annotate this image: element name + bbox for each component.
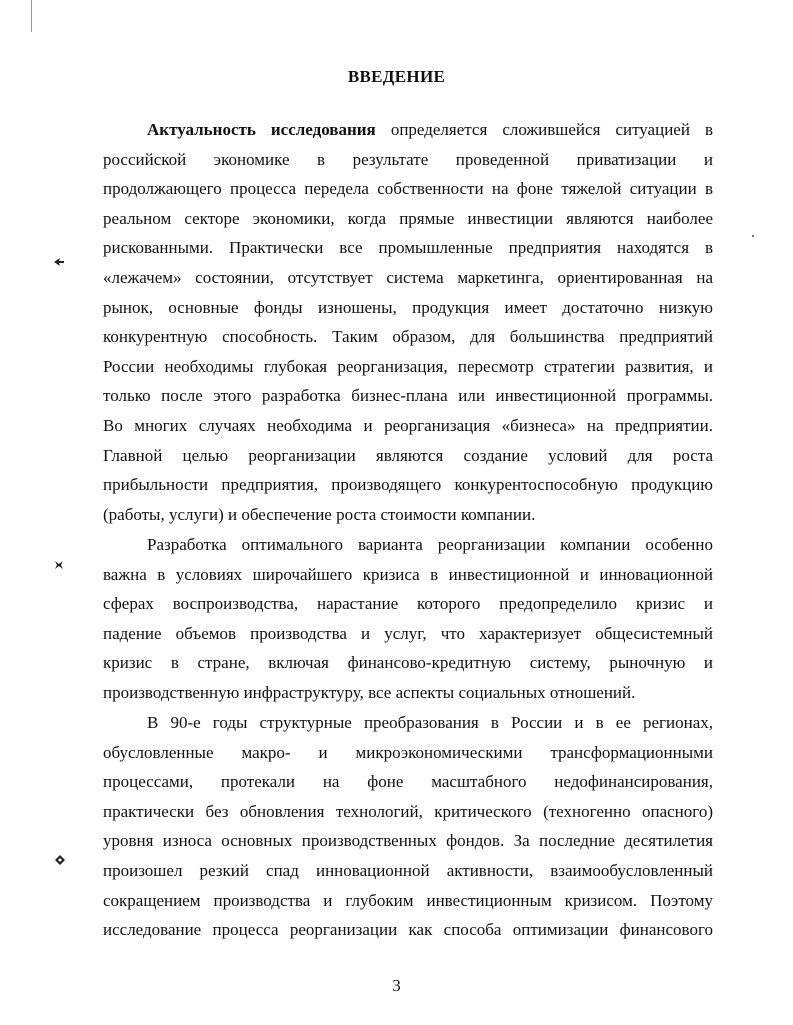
scan-mark-icon	[52, 558, 66, 572]
scan-mark-icon	[52, 255, 66, 269]
text-line: прибыльности предприятия, производящего конкурентоспособную продукцию	[103, 475, 713, 495]
text-line: Разработка оптимального варианта реорганизации компании особенно	[147, 535, 713, 554]
text-line: России необходимы глубокая реорганизация, пересмотр стратегии развития, и	[103, 356, 713, 376]
text-line: продолжающего процесса передела собственности на фоне тяжелой ситуации в	[103, 179, 713, 199]
scan-speck	[752, 235, 754, 237]
text-line: российской экономике в результате проведенной приватизации и	[103, 149, 713, 169]
text-line: произошел резкий спад инновационной активности, взаимообусловленный	[103, 860, 713, 880]
text-line: конкурентную способность. Таким образом, для большинства предприятий	[103, 327, 713, 347]
text-line: Главной целью реорганизации являются создание условий для роста	[103, 445, 713, 465]
paragraph-nineties	[103, 708, 713, 945]
text-line: обусловленные макро- и микроэкономическими трансформационными	[103, 742, 713, 762]
text-line: кризис в стране, включая финансово-кредитную систему, рыночную и	[103, 653, 713, 673]
text-line: (работы, услуги) и обеспечение роста стоимости компании.	[103, 504, 536, 524]
text-line: сокращением производства и глубоким инвестиционным кризисом. Поэтому	[103, 890, 713, 910]
text-line: Во многих случаях необходима и реорганизация «бизнеса» на предприятии.	[103, 415, 713, 435]
paragraph-crisis	[103, 530, 713, 708]
text-line: рынок, основные фонды изношены, продукция имеет достаточно низкую	[103, 297, 713, 317]
text-line: рискованными. Практически все промышленные предприятия находятся в	[103, 238, 713, 258]
paragraph-relevance	[103, 115, 713, 529]
text-line: «лежачем» состоянии, отсутствует система маркетинга, ориентированная на	[103, 267, 713, 287]
page-title: ВВЕДЕНИЕ	[347, 67, 446, 86]
text-line: падение объемов производства и услуг, что характеризует общесистемный	[103, 623, 713, 643]
text-line: важна в условиях широчайшего кризиса в инвестиционной и инновационной	[103, 564, 713, 584]
text-line: только после этого разработка бизнес-плана или инвестиционной программы.	[103, 386, 713, 406]
text-line: процессами, протекали на фоне масштабного недофинансирования,	[103, 772, 713, 792]
text-line: В 90-е годы структурные преобразования в России и в ее регионах,	[147, 713, 713, 732]
text-line: уровня износа основных производственных фондов. За последние десятилетия	[103, 831, 713, 851]
scan-mark-icon	[53, 853, 67, 867]
text-line: производственную инфраструктуру, все аспекты социальных отношений.	[103, 682, 636, 702]
text-line: сферах воспроизводства, нарастание которого предопределило кризис и	[103, 594, 713, 614]
text-line: реальном секторе экономики, когда прямые инвестиции являются наиболее	[103, 208, 713, 228]
line-text: определяется сложившейся ситуацией в	[390, 120, 713, 139]
text-line: исследование процесса реорганизации как способа оптимизации финансового	[103, 920, 713, 940]
page-number: 3	[392, 976, 401, 995]
text-line: практически без обновления технологий, критического (техногенно опасного)	[103, 801, 713, 821]
lead-term: Актуальность исследования	[147, 120, 376, 139]
scan-edge-line	[31, 0, 32, 32]
text-line	[103, 115, 713, 145]
